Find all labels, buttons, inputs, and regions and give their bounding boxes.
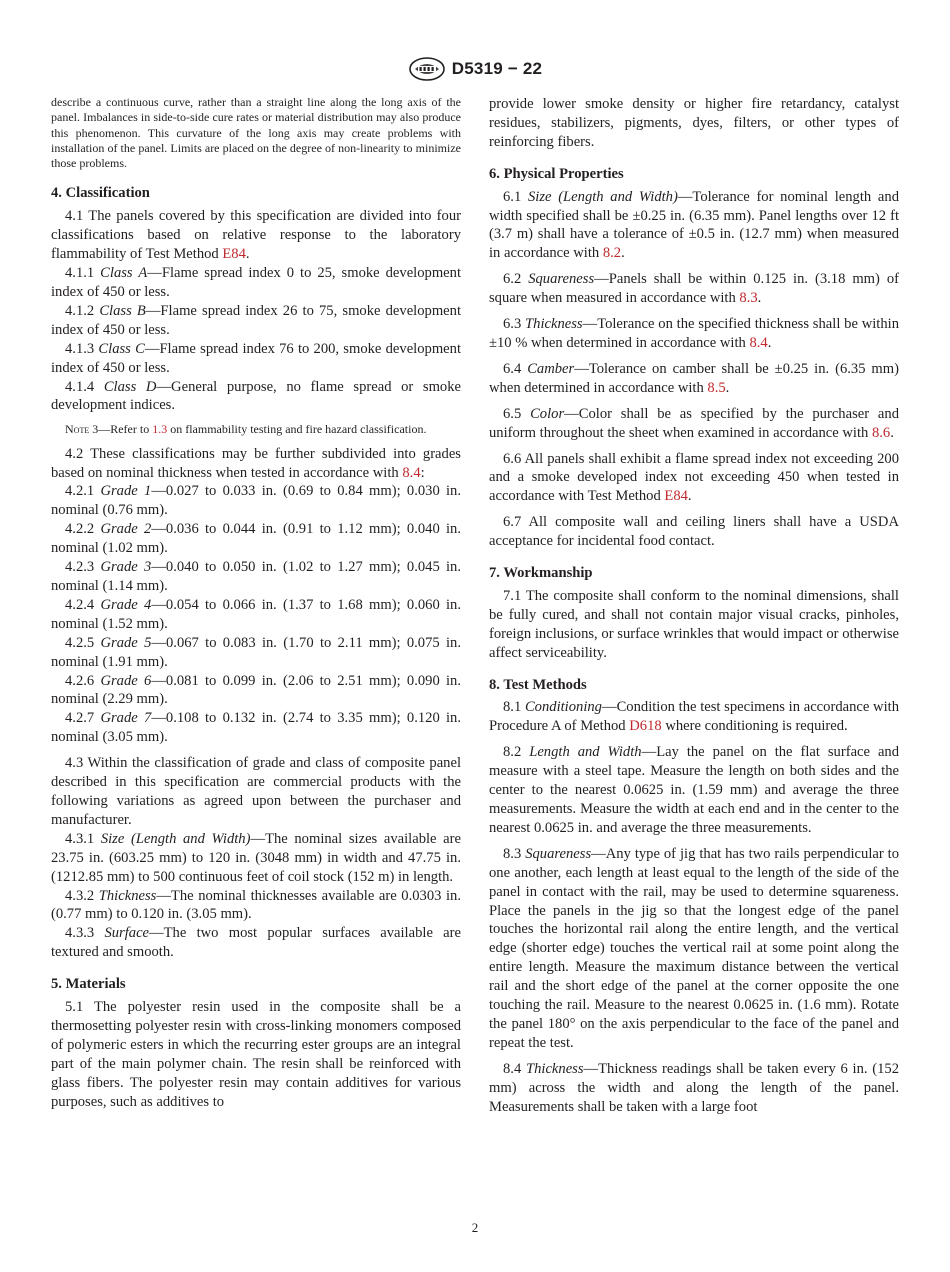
link-8-3[interactable]: 8.3 [739,290,758,307]
link-e84-b[interactable]: E84 [664,488,688,505]
document-designation: D5319 − 22 [451,59,543,78]
paragraph-4-1-1: 4.1.1 Class A—Flame spread index 0 to 25, smoke development index of 450 or less. [51,265,462,301]
grade-5: 4.2.5 Grade 5—0.067 to 0.083 in. (1.70 to 2.11 mm); 0.075 in. nominal (1.91 mm). [51,634,461,670]
grade-2: 4.2.2 Grade 2—0.036 to 0.044 in. (0.91 to 1.12 mm); 0.040 in. nominal (1.02 mm). [51,521,461,557]
paragraph-6-4: 6.4 Camber—Tolerance on camber shall be ±0.25 in. (6.35 mm) when determined in accordance with 8.5. [489,360,899,396]
link-d618[interactable]: D618 [629,718,662,735]
paragraph-4-3-3: 4.3.3 Surface—The two most popular surfaces available are textured and smooth. [51,925,461,961]
paragraph-7-1: 7.1 The composite shall conform to the nominal dimensions, shall be fully cured, and shall not contain major visual cracks, pinholes, foreign inclusions, or surface wrinkles that would impact or otherwise affect serviceability. [489,587,899,661]
grade-1: 4.2.1 Grade 1—0.027 to 0.033 in. (0.69 to 0.84 mm); 0.030 in. nominal (0.76 mm). [51,483,461,519]
paragraph-8-4: 8.4 Thickness—Thickness readings shall be taken every 6 in. (152 mm) across the width and along the length of the panel. Measurements shall be taken with a large foot [489,1060,900,1115]
paragraph-4-2: 4.2 These classifications may be further subdivided into grades based on nominal thickness when tested in accordance with 8.4: [51,445,461,481]
paragraph-4-3: 4.3 Within the classification of grade and class of composite panel described in this specification are commercial products with the following variations as agreed upon between the purchaser and manufacturer. [51,755,461,828]
paragraph-8-3: 8.3 Squareness—Any type of jig that has two rails perpendicular to one another, each length at least equal to the length of the side of the panel in contact with the rail, may be used to determine squareness. Place the panels in the jig so that the longest edge of the panel touches the horizontal rail along the entire length, and the vertical edge (shorter edge) touches the vertical rail at some point along the entire length. Measure the maximum distance between the vertical rail and the short edge of the panel at the corner opposite the one touching the rail. Measure to the nearest 0.0625 in. (1.6 mm). Rotate the panel 180° on the axis perpendicular to the face of the panel and repeat the test. [489,845,900,1051]
paragraph-4-1-2: 4.1.2 Class B—Flame spread index 26 to 75, smoke development index of 450 or less. [51,302,461,338]
paragraph-8-2: 8.2 Length and Width—Lay the panel on the flat surface and measure with a steel tape. Measure the length on both sides and the center to the nearest 0.0625 in. (1.59 mm) and average the three measurements. Measure the width at each end and in the center to the nearest 0.0625 in. and average the three measurements. [489,744,900,836]
page-header [0,56,950,82]
link-8-2[interactable]: 8.2 [602,245,622,262]
paragraph-4-1-4: 4.1.4 Class D—General purpose, no flame spread or smoke development indices. [51,378,462,414]
grade-4: 4.2.4 Grade 4—0.054 to 0.066 in. (1.37 to 1.68 mm); 0.060 in. nominal (1.52 mm). [51,596,461,632]
link-8-6[interactable]: 8.6 [871,424,891,441]
astm-logo-icon [408,57,446,81]
link-e84[interactable]: E84 [222,246,246,263]
paragraph-4-3-1: 4.3.1 Size (Length and Width)—The nominal sizes available are 23.75 in. (603.25 mm) to 120 in. (3048 mm) in width and 47.75 in. (1212.85 mm) to 500 continuous feet of coil stock (152 m) in length. [51,830,461,885]
left-column [51,95,461,1111]
paragraph-6-5: 6.5 Color—Color shall be as specified by the purchaser and uniform throughout the sheet when examined in accordance with 8.6. [489,405,899,441]
paragraph-6-6: 6.6 All panels shall exhibit a flame spread index not exceeding 200 and a smoke developed index not exceeding 450 when tested in accordance with Test Method E84. [489,450,899,505]
continued-paragraph: provide lower smoke density or higher fire retardancy, catalyst residues, stabilizers, pigments, dyes, filters, or other types of reinforcing fibers. [489,96,899,150]
paragraph-6-1: 6.1 Size (Length and Width)—Tolerance for nominal length and width specified shall be ±0.25 in. (6.35 mm). Panel lengths over 12 ft (3.7 m) shall have a tolerance of ±0.5 in. (12.7 mm) when measured in accordance with 8.2. [489,188,899,262]
grade-3: 4.2.3 Grade 3—0.040 to 0.050 in. (1.02 to 1.27 mm); 0.045 in. nominal (1.14 mm). [51,559,461,594]
note-3: Note 3—Refer to 1.3 on flammability testing and fire hazard classification. [65,422,427,437]
section-4-heading: 4. Classification [51,185,150,202]
paragraph-6-7: 6.7 All composite wall and ceiling liners shall have a USDA acceptance for incidental food contact. [489,514,899,550]
page-number: 2 [471,1220,479,1235]
link-1-3[interactable]: 1.3 [152,422,168,437]
intro-paragraph: describe a continuous curve, rather than a straight line along the long axis of the panel. Imbalances in side-to-side cure rates or material distribution may also produce this phenomenon. This curvature of the long axis may create problems with installation of the panel. Limits are placed on the degree of non-linearity to minimize those problems. [51,95,461,171]
grade-7: 4.2.7 Grade 7—0.108 to 0.132 in. (2.74 to 3.35 mm); 0.120 in. nominal (3.05 mm). [51,710,461,746]
section-7-heading: 7. Workmanship [489,565,593,582]
paragraph-6-3: 6.3 Thickness—Tolerance on the specified thickness shall be within ±10 % when determined in accordance with 8.4. [489,316,899,351]
section-5-heading: 5. Materials [51,976,126,993]
paragraph-4-1-3: 4.1.3 Class C—Flame spread index 76 to 200, smoke development index of 450 or less. [51,340,461,376]
section-8-heading: 8. Test Methods [489,676,587,693]
grade-6: 4.2.6 Grade 6—0.081 to 0.099 in. (2.06 to 2.51 mm); 0.090 in. nominal (2.29 mm). [51,672,461,708]
link-8-5[interactable]: 8.5 [707,379,726,396]
right-column [489,95,899,1117]
section-6-heading: 6. Physical Properties [489,165,624,182]
paragraph-6-2: 6.2 Squareness—Panels shall be within 0.125 in. (3.18 mm) of square when measured in accordance with 8.3. [489,271,900,307]
paragraph-5-1: 5.1 The polyester resin used in the composite shall be a thermosetting polyester resin with cross-linking monomers composed of polymeric esters in which the recurring ester groups are an integral part of the main polymer chain. The resin shall be reinforced with glass fibers. The polyester resin may contain additives for various purposes, such as additives to [51,999,461,1110]
link-8-4[interactable]: 8.4 [402,464,421,481]
paragraph-8-1: 8.1 Conditioning—Condition the test specimens in accordance with Procedure A of Method D618 where conditioning is required. [489,699,899,735]
link-8-4-b[interactable]: 8.4 [749,334,768,351]
paragraph-4-3-2: 4.3.2 Thickness—The nominal thicknesses available are 0.0303 in. (0.77 mm) to 0.120 in. (3.05 mm). [51,887,461,923]
paragraph-4-1: 4.1 The panels covered by this specification are divided into four classifications based on relative response to the laboratory flammability of Test Method E84. [51,208,461,263]
